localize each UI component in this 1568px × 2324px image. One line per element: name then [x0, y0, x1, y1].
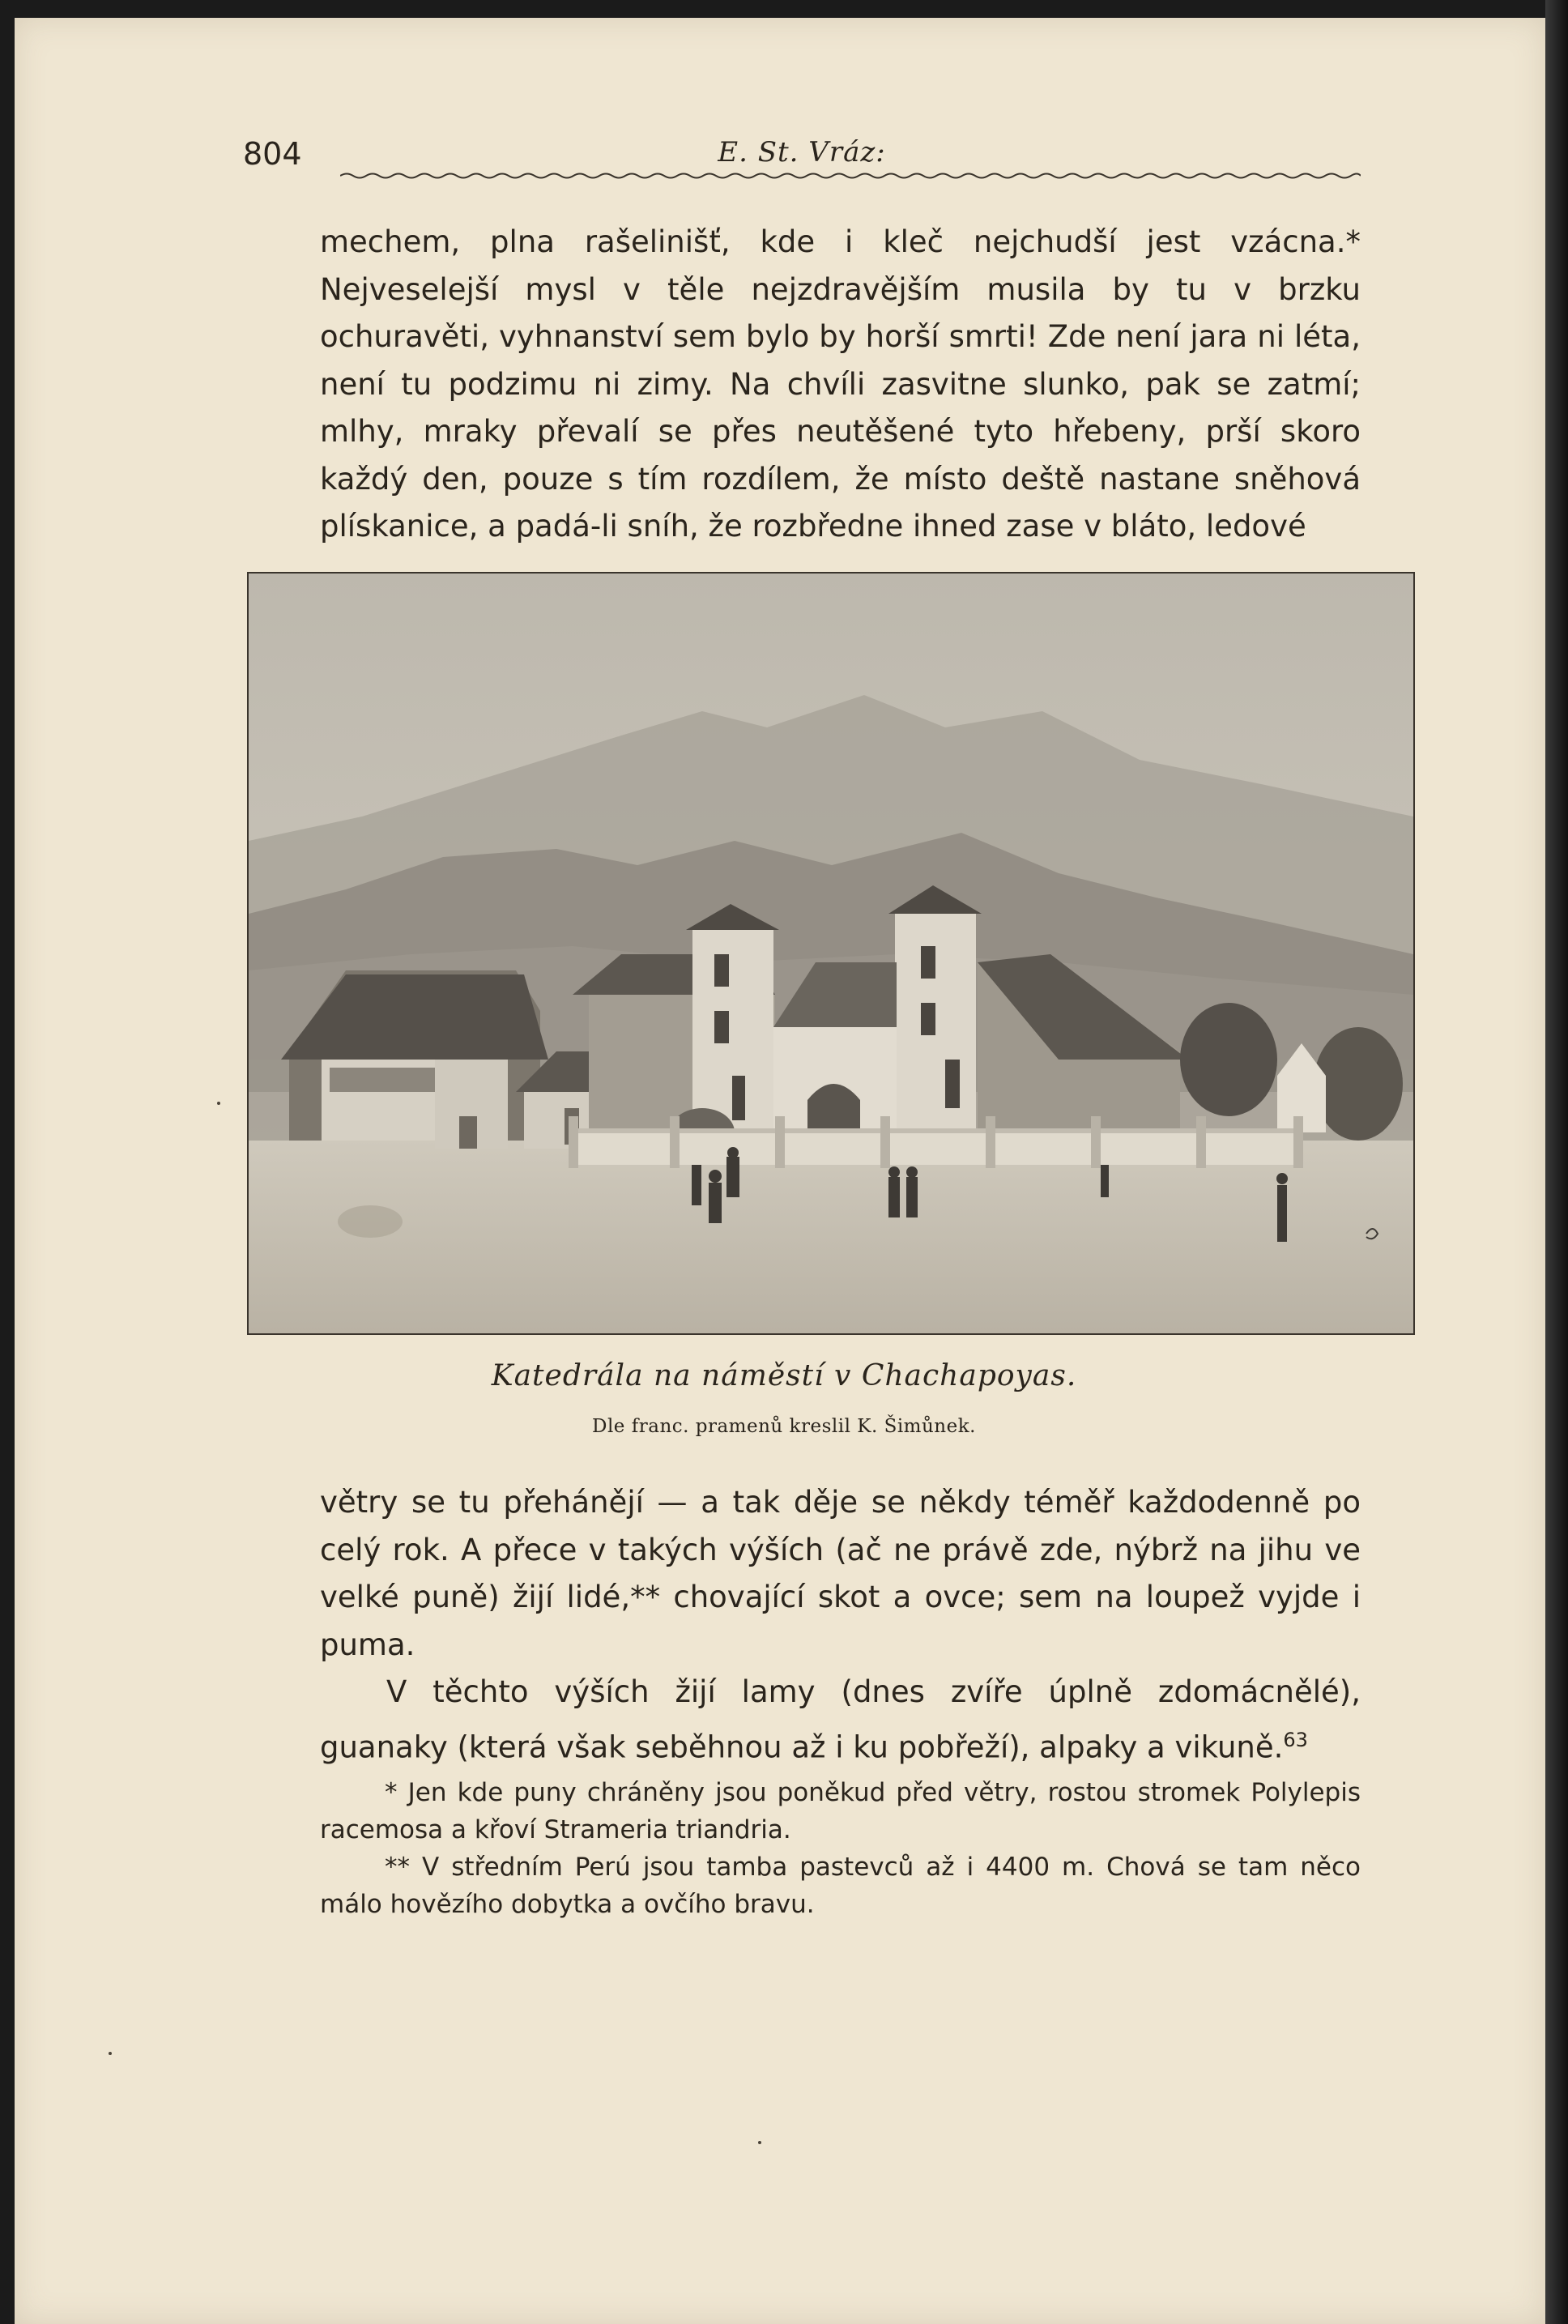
- paragraph-animals-text: V těchto výších žijí lamy (dnes zvíře úplně zdomácnělé), guanaky (která však seběhnou až i ku pobřeží), alpaky a vikuně.: [320, 1674, 1361, 1764]
- body-text-bottom: [320, 1479, 1361, 1771]
- paragraph-animals: [320, 1669, 1361, 1771]
- footnote-2: ** V středním Perú jsou tamba pastevců až i 4400 m. Chová se tam něco málo hovězího dobytka a ovčího bravu.: [320, 1853, 1361, 1919]
- endnote-marker: 63: [1283, 1728, 1308, 1751]
- footnotes: [320, 1774, 1361, 1923]
- figure-credit: Dle franc. pramenů kreslil K. Šimůnek.: [592, 1416, 976, 1437]
- page-number: 804: [243, 136, 302, 172]
- cathedral-drawing: [249, 574, 1413, 1333]
- book-edge: [1545, 0, 1568, 2324]
- running-head: E. St. Vráz:: [718, 136, 886, 168]
- figure-caption: Katedrála na náměstí v Chachapoyas.: [491, 1359, 1077, 1392]
- footnote-1: * Jen kde puny chráněny jsou poněkud před větry, rostou stromek Polylepis racemosa a křoví Strameria triandria.: [320, 1778, 1361, 1844]
- header-wavy-rule: [340, 172, 1361, 180]
- body-text-top: [320, 219, 1361, 551]
- illustration-cathedral: [247, 572, 1415, 1335]
- paragraph-continuation: větry se tu přehánějí — a tak děje se někdy téměř každodenně po celý rok. A přece v takých výších (ač ne právě zde, nýbrž na jihu ve velké puně) žijí lidé,** chovající skot a ovce; sem na loupež vyjde i puma.: [320, 1485, 1361, 1662]
- paragraph-continued: mechem, plna rašelinišť, kde i kleč nejchudší jest vzácna.* Nejveselejší mysl v těle nejzdravějším musila by tu v brzku ochuravěti, vyhnanství sem bylo by horší smrti! Zde není jara ni léta, není tu podzimu ni zimy. Na chvíli zasvitne slunko, pak se zatmí; mlhy, mraky převalí se přes neutěšené tyto hřebeny, prší skoro každý den, pouze s tím rozdílem, že místo deště nastane sněhová plískanice, a padá-li sníh, že rozbředne ihned zase v bláto, ledové: [320, 224, 1361, 544]
